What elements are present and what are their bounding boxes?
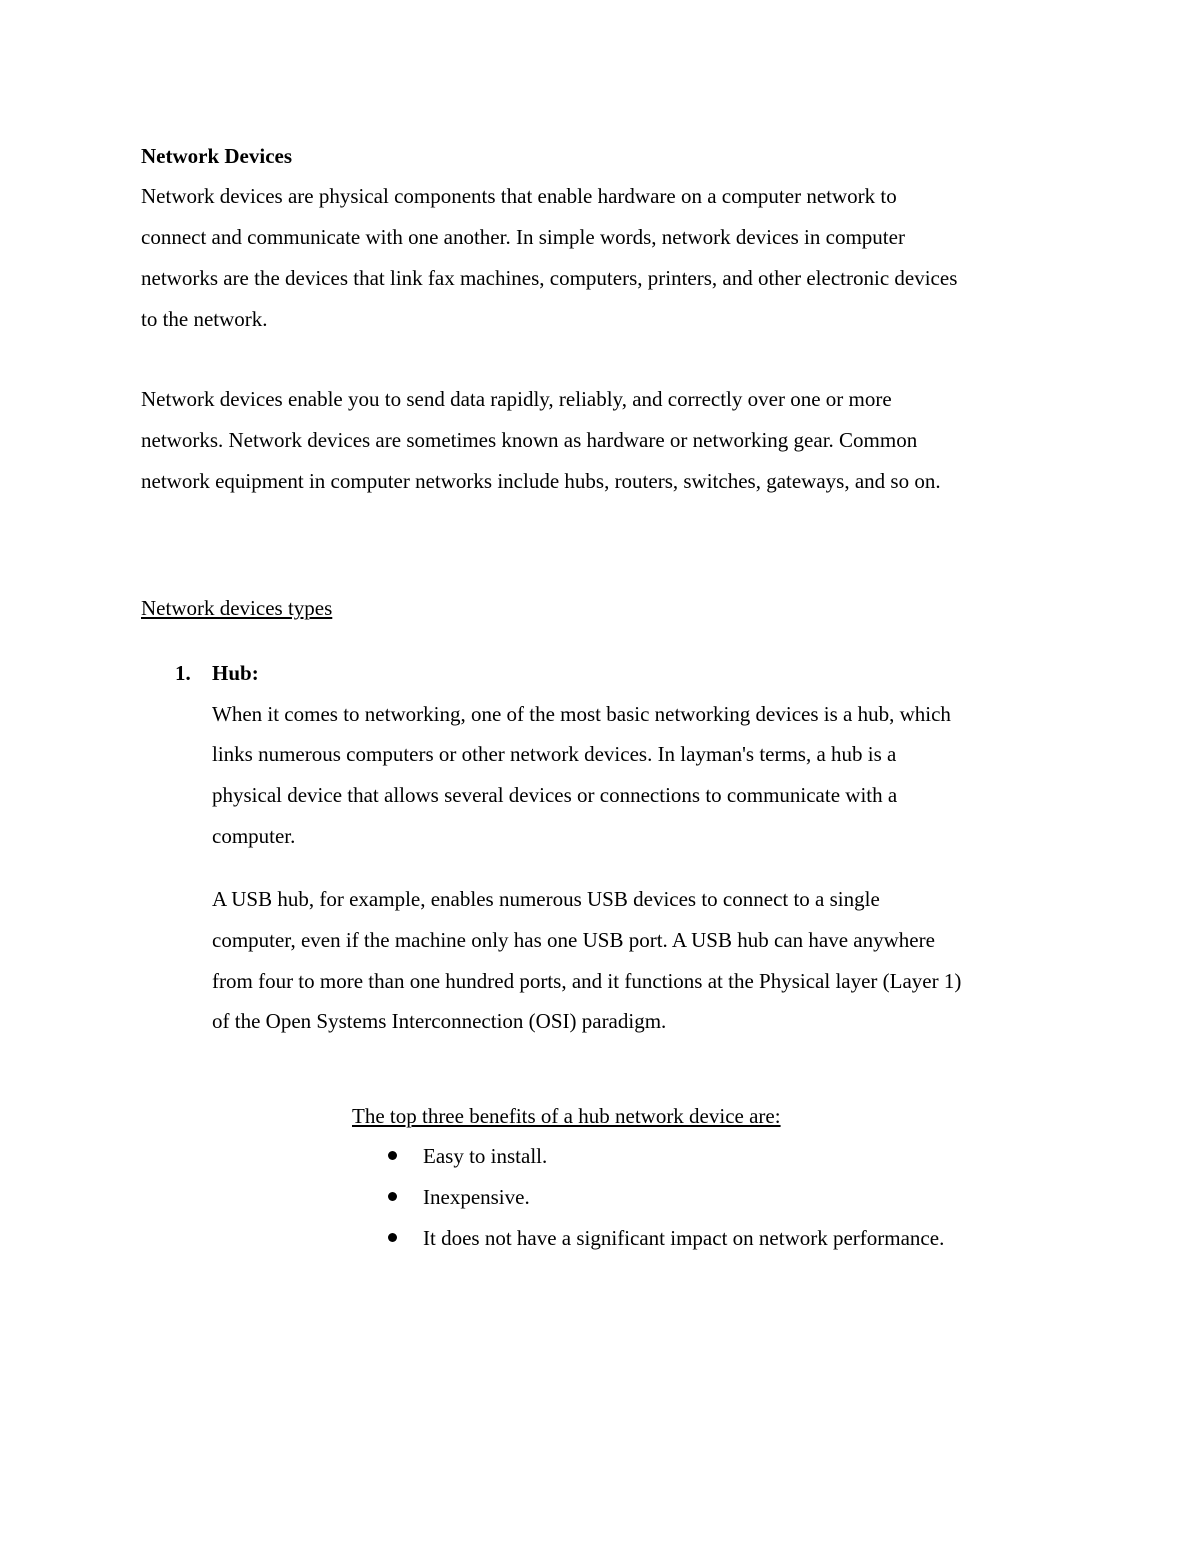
hub-paragraph-line: from four to more than one hundred ports, and it functions at the Physical layer (Layer 1) xyxy=(212,969,962,993)
benefits-title: The top three benefits of a hub network device are: xyxy=(352,1104,781,1128)
intro-line: networks are the devices that link fax machines, computers, printers, and other electronic devices xyxy=(141,266,958,290)
intro-line: Network devices are physical components that enable hardware on a computer network to xyxy=(141,184,897,208)
benefit-item: Easy to install. xyxy=(423,1144,548,1168)
hub-paragraph-line: When it comes to networking, one of the most basic networking devices is a hub, which xyxy=(212,702,951,726)
paragraph-line: Network devices enable you to send data rapidly, reliably, and correctly over one or more xyxy=(141,387,892,411)
intro-line: to the network. xyxy=(141,307,268,331)
paragraph-line: networks. Network devices are sometimes known as hardware or networking gear. Common xyxy=(141,428,918,452)
list-number: 1. xyxy=(175,661,191,685)
hub-paragraph-line: links numerous computers or other network devices. In layman's terms, a hub is a xyxy=(212,742,897,766)
section-heading: Network devices types xyxy=(141,596,333,620)
hub-paragraph-line: physical device that allows several devices or connections to communicate with a xyxy=(212,783,898,807)
intro-line: connect and communicate with one another. In simple words, network devices in computer xyxy=(141,225,905,249)
benefit-item: It does not have a significant impact on network performance. xyxy=(423,1226,945,1250)
hub-paragraph-line: A USB hub, for example, enables numerous USB devices to connect to a single xyxy=(212,887,880,911)
hub-paragraph-line: computer, even if the machine only has one USB port. A USB hub can have anywhere xyxy=(212,928,935,952)
bullet-icon xyxy=(388,1233,397,1242)
paragraph-line: network equipment in computer networks include hubs, routers, switches, gateways, and so on. xyxy=(141,469,941,493)
document-title: Network Devices xyxy=(141,144,293,168)
hub-paragraph-line: computer. xyxy=(212,824,296,848)
hub-paragraph-line: of the Open Systems Interconnection (OSI) paradigm. xyxy=(212,1009,667,1033)
bullet-icon xyxy=(388,1192,397,1201)
benefit-item: Inexpensive. xyxy=(423,1185,530,1209)
hub-label: Hub: xyxy=(212,661,259,685)
bullet-icon xyxy=(388,1151,397,1160)
